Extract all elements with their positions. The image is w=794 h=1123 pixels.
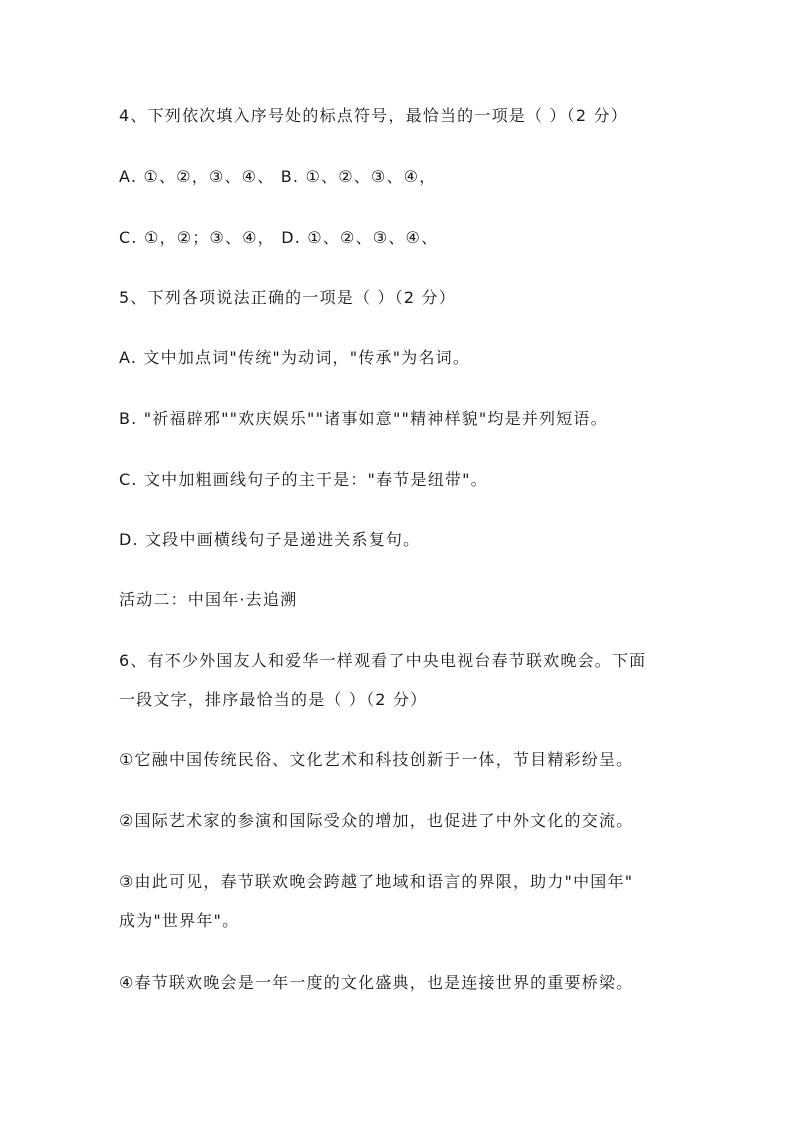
sentence-2: ②国际艺术家的参演和国际受众的增加，也促进了中外文化的交流。 [119,811,634,830]
sentence-1: ①它融中国传统民俗、文化艺术和科技创新于一体，节目精彩纷呈。 [119,750,634,769]
question-6-stem-line-1: 6、有不少外国友人和爱华一样观看了中央电视台春节联欢晚会。下面 [119,651,647,670]
question-4-options-ab: A. ①、②，③、④、 B. ①、②、③、④， [119,167,437,186]
activity-2-heading: 活动二：中国年·去追溯 [119,590,298,609]
question-6-stem-line-2: 一段文字，排序最恰当的是（ ）（2 分） [119,690,428,709]
question-5-option-d: D. 文段中画横线句子是递进关系复句。 [119,530,421,549]
question-4-stem: 4、下列依次填入序号处的标点符号，最恰当的一项是（ ）（2 分） [119,106,628,125]
sentence-3-line-1: ③由此可见，春节联欢晚会跨越了地域和语言的界限，助力"中国年" [119,872,634,891]
question-5-option-a: A. 文中加点词"传统"为动词，"传承"为名词。 [119,348,471,367]
question-5-option-b: B. "祈福辟邪""欢庆娱乐""诸事如意""精神样貌"均是并列短语。 [119,409,608,428]
sentence-3-line-2: 成为"世界年"。 [119,911,240,930]
question-5-option-c: C. 文中加粗画线句子的主干是："春节是纽带"。 [119,470,488,489]
question-5-stem: 5、下列各项说法正确的一项是（ ）（2 分） [119,288,456,307]
sentence-4: ④春节联欢晚会是一年一度的文化盛典，也是连接世界的重要桥梁。 [119,973,634,992]
question-4-options-cd: C. ①，②；③、④， D. ①、②、③、④、 [119,228,439,247]
